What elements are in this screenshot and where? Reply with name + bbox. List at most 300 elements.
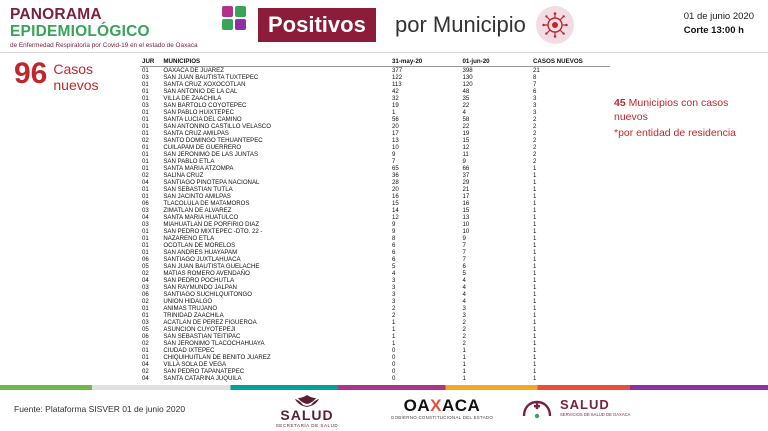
table-row: [140, 193, 610, 200]
table-cell: 3: [391, 291, 396, 298]
logo-oaxaca-word: OAXACA: [403, 396, 481, 415]
table-cell: 2: [532, 158, 537, 165]
table-cell: SAN ANTONINO CASTILLO VELASCO: [163, 123, 271, 130]
table-cell: 04: [142, 277, 149, 284]
table-cell: 4: [462, 291, 466, 298]
table-cell: 02: [142, 137, 149, 144]
table-cell: 1: [532, 298, 537, 305]
table-cell: 03: [142, 221, 149, 228]
table-cell: 03: [142, 74, 149, 81]
table-cell: 29: [462, 179, 470, 186]
table-cell: 1: [532, 312, 537, 319]
table-cell: 1: [532, 368, 537, 375]
table-cell: 20: [391, 186, 399, 193]
table-cell: 36: [391, 172, 399, 179]
table-cell: 0: [391, 354, 396, 361]
table-cell: SAN JERONIMO DE LAS JUNTAS: [163, 151, 259, 158]
table-cell: SAN JERONIMO TLACOCHAHUAYA: [163, 340, 265, 347]
table-cell: 01: [142, 109, 149, 116]
table-cell: SANTA CATARINA JUQUILA: [163, 375, 242, 382]
table-row: [140, 214, 610, 221]
table-cell: 1: [532, 221, 537, 228]
table-cell: 48: [462, 88, 470, 95]
table-cell: 3: [391, 284, 396, 291]
table-cell: 01: [142, 193, 149, 200]
table-cell: NAZARENO ETLA: [163, 235, 215, 242]
table-row: [140, 109, 610, 116]
table-cell: 4: [462, 277, 466, 284]
table-cell: 1: [532, 340, 537, 347]
table-cell: 13: [391, 137, 399, 144]
table-cell: 01: [142, 67, 149, 74]
table-cell: 03: [142, 319, 149, 326]
table-cell: 05: [142, 263, 149, 270]
logo-salud-oaxaca-text: [560, 398, 630, 417]
header-divider: [0, 52, 768, 53]
table-cell: 01: [142, 249, 149, 256]
table-cell: 56: [391, 116, 399, 123]
table-cell: 2: [532, 144, 537, 151]
table-cell: 01: [142, 158, 149, 165]
table-cell: 6: [391, 256, 396, 263]
table-cell: 21: [462, 186, 470, 193]
table-cell: 58: [462, 116, 470, 123]
table-cell: 1: [532, 333, 537, 340]
logo-salud-oaxaca-sub: SERVICIOS DE SALUD DE OAXACA: [560, 412, 631, 417]
table-cell: 06: [142, 200, 149, 207]
cases-table: [140, 58, 610, 382]
page-title-rest: por Municipio: [395, 12, 526, 37]
table-row: [140, 200, 610, 207]
table-cell: 1: [532, 354, 537, 361]
table-cell: 2: [532, 123, 537, 130]
table-cell: 3: [391, 298, 396, 305]
table-row: [140, 270, 610, 277]
table-row: [140, 277, 610, 284]
table-row: [140, 319, 610, 326]
table-cell: 01: [142, 305, 149, 312]
table-cell: SANTA LUCIA DEL CAMINO: [163, 116, 242, 123]
table-cell: 4: [462, 298, 466, 305]
table-cell: 02: [142, 340, 149, 347]
table-cell: 0: [391, 368, 396, 375]
table-cell: 122: [391, 74, 403, 81]
table-cell: 9: [391, 221, 396, 228]
table-cell: SAN ANDRES HUAYAPAM: [163, 249, 238, 256]
table-cell: ACATLAN DE PEREZ FIGUEROA: [163, 319, 257, 326]
table-cell: SAN RAYMUNDO JALPAN: [163, 284, 237, 291]
table-cell: 4: [462, 109, 466, 116]
table-cell: 1: [391, 326, 396, 333]
table-cell: 1: [532, 165, 537, 172]
table-cell: 19: [462, 130, 470, 137]
table-body: [140, 67, 610, 383]
table-cell: 1: [532, 305, 537, 312]
table-cell: 4: [391, 270, 396, 277]
table-row: [140, 312, 610, 319]
table-cell: 15: [462, 207, 470, 214]
table-cell: 10: [391, 144, 399, 151]
table-cell: 1: [532, 361, 537, 368]
date-block: [684, 10, 754, 38]
table-cell: SANTIAGO PINOTEPA NACIONAL: [163, 179, 260, 186]
municipalities-count: 45: [614, 97, 626, 109]
table-cell: 2: [532, 116, 537, 123]
table-row: [140, 186, 610, 193]
table-cell: 3: [462, 312, 466, 319]
table-cell: OAXACA DE JUAREZ: [163, 67, 224, 74]
table-cell: SAN SEBASTIAN TUTLA: [163, 186, 233, 193]
table-cell: 28: [391, 179, 399, 186]
table-cell: 2: [532, 137, 537, 144]
table-cell: 65: [391, 165, 399, 172]
logo-salud-federal-sub: SECRETARÍA DE SALUD: [275, 423, 339, 428]
table-cell: 01: [142, 123, 149, 130]
table-cell: SAN PEDRO MIXTEPEC -DTO. 22 -: [163, 228, 263, 235]
logo-salud-oaxaca-word: SALUD: [560, 397, 610, 412]
page-header: [0, 0, 768, 52]
salud-oaxaca-mark-icon: [520, 398, 554, 420]
table-cell: MIAHUATLAN DE PORFIRIO DIAZ: [163, 221, 260, 228]
table-row: [140, 81, 610, 88]
table-cell: OCOTLAN DE MORELOS: [163, 242, 236, 249]
table-row: [140, 172, 610, 179]
table-cell: 3: [532, 109, 537, 116]
table-cell: SAN ANTONIO DE LA CAL: [163, 88, 238, 95]
table-row: [140, 242, 610, 249]
table-cell: VILLA DE ZAACHILA: [163, 95, 222, 102]
table-cell: 1: [532, 284, 537, 291]
table-cell: 4: [462, 284, 466, 291]
table-cell: 01: [142, 235, 149, 242]
table-cell: 1: [532, 179, 537, 186]
table-cell: 16: [391, 193, 399, 200]
table-cell: UNION HIDALGO: [163, 298, 213, 305]
new-cases-number: 96: [14, 57, 48, 90]
table-cell: 9: [391, 228, 396, 235]
table-row: [140, 298, 610, 305]
table-cell: 1: [391, 319, 396, 326]
table-cell: 01: [142, 81, 149, 88]
table-cell: 11: [462, 151, 469, 158]
table-row: [140, 291, 610, 298]
table-row: [140, 368, 610, 375]
table-cell: 7: [532, 81, 537, 88]
table-row: [140, 67, 610, 75]
table-cell: SANTIAGO SUCHILQUITONGO: [163, 291, 252, 298]
table-cell: 04: [142, 375, 149, 382]
table-cell: 22: [462, 102, 470, 109]
table-cell: 1: [532, 347, 537, 354]
table-cell: 1: [532, 375, 537, 382]
table-cell: ASUNCION CUYOTEPEJI: [163, 326, 236, 333]
table-cell: 42: [391, 88, 399, 95]
table-cell: 66: [462, 165, 470, 172]
table-cell: 01: [142, 228, 149, 235]
brand-subtitle: de Enfermedad Respiratoria por Covid-19 en el estado de Oaxaca: [10, 42, 198, 49]
table-cell: 398: [462, 67, 473, 74]
table-cell: 12: [462, 144, 470, 151]
table-row: [140, 102, 610, 109]
cases-table-wrapper: [140, 58, 610, 382]
municipalities-note: [614, 96, 760, 140]
table-cell: 1: [532, 228, 537, 235]
virus-icon: [536, 6, 574, 44]
table-cell: SAN PEDRO TAPANATEPEC: [163, 368, 245, 375]
table-row: [140, 347, 610, 354]
table-cell: ZIMATLAN DE ALVAREZ: [163, 207, 232, 214]
table-cell: SANTA MARIA HUATULCO: [163, 214, 239, 221]
table-cell: 1: [391, 340, 396, 347]
table-cell: 1: [532, 277, 537, 284]
table-cell: TLACOLULA DE MATAMOROS: [163, 200, 250, 207]
brand-title-panorama: PANORAMA: [10, 6, 102, 23]
table-cell: 01: [142, 95, 149, 102]
table-cell: 01: [142, 354, 149, 361]
table-row: [140, 235, 610, 242]
table-row: [140, 361, 610, 368]
table-cell: 32: [391, 95, 399, 102]
table-cell: 15: [462, 137, 470, 144]
table-cell: SANTA CRUZ XOXOCOTLAN: [163, 81, 246, 88]
table-cell: 130: [462, 74, 473, 81]
table-cell: 10: [462, 221, 470, 228]
table-row: [140, 137, 610, 144]
table-cell: CHIQUIHUITLAN DE BENITO JUAREZ: [163, 354, 271, 361]
table-row: [140, 326, 610, 333]
table-row: [140, 151, 610, 158]
table-cell: 06: [142, 256, 149, 263]
table-cell: 35: [462, 95, 470, 102]
table-cell: SAN JUAN BAUTISTA GUELACHE: [163, 263, 260, 270]
table-cell: 113: [391, 81, 402, 88]
table-cell: SANTA MARIA ATZOMPA: [163, 165, 234, 172]
table-cell: SANTA CRUZ AMILPAS: [163, 130, 229, 137]
table-cell: 16: [462, 200, 470, 207]
table-row: [140, 95, 610, 102]
table-cell: 03: [142, 284, 149, 291]
table-cell: 8: [391, 235, 396, 242]
table-cell: 2: [462, 319, 466, 326]
logo-salud-federal-word: SALUD: [280, 407, 334, 423]
table-cell: 1: [462, 375, 466, 382]
table-cell: 02: [142, 368, 149, 375]
table-row: [140, 221, 610, 228]
column-header-jur: JUR: [140, 58, 161, 67]
table-cell: 15: [391, 200, 399, 207]
table-cell: 3: [462, 305, 466, 312]
table-cell: 21: [532, 67, 540, 74]
table-row: [140, 284, 610, 291]
report-cutoff: Corte 13:00 h: [683, 25, 744, 36]
table-cell: 1: [462, 368, 466, 375]
table-cell: 01: [142, 130, 149, 137]
table-cell: 377: [391, 67, 403, 74]
table-cell: 37: [462, 172, 470, 179]
municipalities-note-text: Municipios con casos nuevos: [614, 97, 729, 123]
table-cell: MATIAS ROMERO AVENDAÑO: [163, 270, 250, 277]
new-cases-label: [53, 61, 98, 93]
table-cell: 5: [391, 263, 396, 270]
table-cell: 01: [142, 165, 149, 172]
column-header-municipios: MUNICIPIOS: [161, 58, 390, 67]
table-row: [140, 144, 610, 151]
table-cell: 12: [391, 214, 399, 221]
table-cell: 7: [462, 242, 466, 249]
table-cell: 0: [391, 347, 396, 354]
table-cell: 1: [532, 249, 537, 256]
table-cell: 04: [142, 179, 149, 186]
page-title-highlight: Positivos: [258, 8, 376, 42]
table-cell: 1: [462, 361, 466, 368]
table-cell: 1: [532, 256, 537, 263]
table-cell: 02: [142, 270, 149, 277]
table-cell: 8: [532, 74, 537, 81]
brand-title-epidemiologico: EPIDEMIOLÓGICO: [10, 23, 150, 40]
logo-oaxaca-sub: GOBIERNO CONSTITUCIONAL DEL ESTADO: [390, 415, 494, 420]
table-cell: 3: [532, 95, 537, 102]
table-cell: 1: [532, 193, 537, 200]
table-cell: 2: [462, 333, 466, 340]
table-row: [140, 179, 610, 186]
table-cell: 10: [462, 228, 470, 235]
table-cell: 120: [462, 81, 473, 88]
table-header-row: [140, 58, 610, 67]
column-header-prev-date: 31-may-20: [390, 58, 461, 67]
table-cell: 6: [391, 242, 396, 249]
table-cell: 02: [142, 298, 149, 305]
report-date: 01 de junio 2020: [683, 11, 754, 22]
table-cell: 2: [462, 326, 466, 333]
page-footer: [0, 390, 768, 431]
table-cell: 01: [142, 242, 149, 249]
table-cell: 7: [391, 158, 396, 165]
table-row: [140, 207, 610, 214]
table-cell: 01: [142, 347, 149, 354]
new-cases-label-line1: Casos: [53, 61, 94, 77]
table-cell: 06: [142, 291, 149, 298]
table-row: [140, 333, 610, 340]
table-cell: 7: [462, 249, 466, 256]
table-row: [140, 116, 610, 123]
table-cell: 1: [532, 319, 537, 326]
table-cell: SANTO DOMINGO TEHUANTEPEC: [163, 137, 263, 144]
table-row: [140, 123, 610, 130]
table-cell: 01: [142, 88, 149, 95]
table-cell: 1: [532, 172, 537, 179]
table-cell: 3: [532, 102, 537, 109]
table-cell: 0: [391, 375, 396, 382]
column-header-curr-date: 01-jun-20: [460, 58, 531, 67]
table-row: [140, 256, 610, 263]
table-cell: 1: [391, 333, 396, 340]
table-cell: 5: [462, 270, 466, 277]
table-cell: 7: [462, 256, 466, 263]
table-cell: 1: [532, 326, 537, 333]
table-cell: SAN JUAN BAUTISTA TUXTEPEC: [163, 74, 259, 81]
table-cell: 17: [462, 193, 470, 200]
table-cell: 2: [462, 340, 466, 347]
table-cell: 1: [462, 354, 466, 361]
table-row: [140, 375, 610, 382]
table-row: [140, 340, 610, 347]
brand-title: [10, 6, 225, 40]
table-cell: 04: [142, 214, 149, 221]
table-cell: 1: [532, 186, 537, 193]
table-row: [140, 354, 610, 361]
table-cell: 9: [462, 158, 466, 165]
table-cell: 13: [462, 214, 470, 221]
table-cell: 01: [142, 116, 149, 123]
table-cell: 1: [532, 263, 537, 270]
table-cell: 03: [142, 102, 149, 109]
table-cell: SAN SEBASTIAN TEITIPAC: [163, 333, 241, 340]
table-cell: 1: [532, 200, 537, 207]
table-cell: SAN JACINTO AMILPAS: [163, 193, 231, 200]
new-cases-callout: [14, 58, 144, 95]
table-cell: SALINA CRUZ: [163, 172, 204, 179]
table-cell: 9: [391, 151, 396, 158]
table-cell: 2: [532, 151, 537, 158]
table-cell: TRINIDAD ZAACHILA: [163, 312, 224, 319]
logo-salud-federal: [252, 394, 362, 428]
table-cell: 1: [532, 207, 537, 214]
table-cell: 1: [532, 242, 537, 249]
table-cell: 19: [391, 102, 399, 109]
municipalities-note-subtext: *por entidad de residencia: [614, 127, 737, 139]
table-cell: 1: [532, 270, 537, 277]
brand-block: [10, 6, 225, 50]
table-row: [140, 88, 610, 95]
table-cell: 1: [532, 235, 537, 242]
table-cell: SAN PEDRO POCHUTLA: [163, 277, 235, 284]
source-text: Fuente: Plataforma SISVER 01 de junio 2020: [14, 404, 186, 414]
table-cell: 01: [142, 186, 149, 193]
table-cell: VILLA SOLA DE VEGA: [163, 361, 227, 368]
table-cell: 03: [142, 207, 149, 214]
table-cell: 17: [391, 130, 399, 137]
table-cell: 3: [391, 277, 396, 284]
table-row: [140, 228, 610, 235]
table-cell: CIUDAD IXTEPEC: [163, 347, 215, 354]
table-cell: 2: [532, 130, 537, 137]
table-cell: 1: [391, 109, 396, 116]
new-cases-label-line2: nuevos: [53, 77, 99, 93]
table-row: [140, 74, 610, 81]
table-row: [140, 158, 610, 165]
table-row: [140, 130, 610, 137]
table-cell: 1: [532, 214, 537, 221]
table-cell: 20: [391, 123, 399, 130]
eagle-icon: [290, 394, 324, 408]
column-header-new-cases: CASOS NUEVOS: [531, 58, 610, 67]
table-cell: 04: [142, 361, 149, 368]
table-cell: 01: [142, 312, 149, 319]
table-cell: 6: [391, 249, 396, 256]
table-cell: 02: [142, 172, 149, 179]
table-row: [140, 165, 610, 172]
logo-salud-oaxaca: [520, 396, 670, 424]
table-cell: 14: [391, 207, 399, 214]
table-cell: 2: [391, 305, 396, 312]
table-cell: 05: [142, 326, 149, 333]
table-row: [140, 305, 610, 312]
table-cell: 22: [462, 123, 470, 130]
brand-dots-icon: [222, 6, 248, 32]
table-cell: 1: [462, 347, 466, 354]
table-cell: 9: [462, 235, 466, 242]
table-cell: ANIMAS TRUJANO: [163, 305, 218, 312]
